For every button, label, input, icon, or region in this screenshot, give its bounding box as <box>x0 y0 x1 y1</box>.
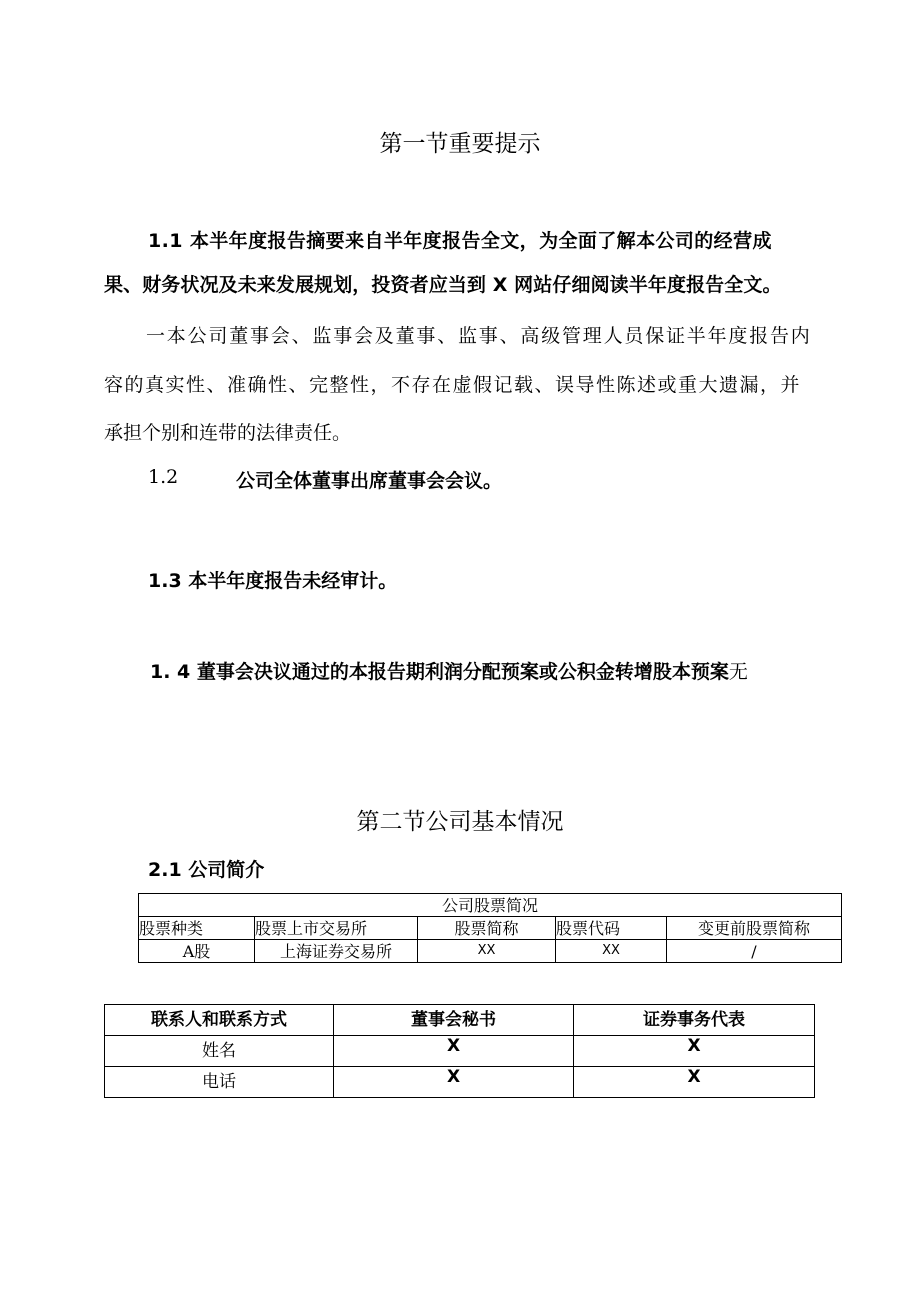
stock-header-short-name: 股票简称 <box>418 917 556 940</box>
subsection-2-1-title: 2.1 公司简介 <box>148 859 265 881</box>
para-board-line3: 承担个别和连带的法律责任。 <box>104 422 352 444</box>
para-1-4-text: 1. 4 董事会决议通过的本报告期利润分配预案或公积金转增股本预案 <box>150 661 729 683</box>
stock-header-former-name: 变更前股票简称 <box>667 917 842 940</box>
stock-header-exchange: 股票上市交易所 <box>255 917 418 940</box>
para-board-line1: 一本公司董事会、监事会及董事、监事、高级管理人员保证半年度报告内 <box>146 325 812 347</box>
para-1-4-value: 无 <box>728 661 748 683</box>
contact-name-representative: X <box>574 1036 815 1067</box>
para-board-line2: 容的真实性、准确性、完整性，不存在虚假记载、误导性陈述或重大遗漏，并 <box>104 374 802 396</box>
para-1-1-line2: 果、财务状况及未来发展规划，投资者应当到 X 网站仔细阅读半年度报告全文。 <box>104 274 782 296</box>
para-1-2-text: 公司全体董事出席董事会会议。 <box>236 470 503 492</box>
stock-cell-code: XX <box>556 940 667 963</box>
section2-title: 第二节公司基本情况 <box>356 809 564 835</box>
contact-phone-secretary: X <box>334 1067 574 1098</box>
para-1-2-number: 1.2 <box>148 466 179 488</box>
contact-header-type: 联系人和联系方式 <box>105 1005 334 1036</box>
stock-cell-type: A股 <box>139 940 255 963</box>
stock-header-code: 股票代码 <box>556 917 667 940</box>
contact-info-table <box>104 1004 815 1098</box>
stock-cell-short-name: XX <box>418 940 556 963</box>
stock-info-table <box>138 893 842 963</box>
stock-header-type: 股票种类 <box>139 917 255 940</box>
para-1-4 <box>150 657 748 684</box>
contact-header-secretary: 董事会秘书 <box>334 1005 574 1036</box>
stock-table-caption: 公司股票简况 <box>139 894 842 917</box>
contact-name-secretary: X <box>334 1036 574 1067</box>
contact-header-representative: 证券事务代表 <box>574 1005 815 1036</box>
stock-cell-exchange: 上海证券交易所 <box>255 940 418 963</box>
contact-row-name-label: 姓名 <box>105 1036 334 1067</box>
contact-phone-representative: X <box>574 1067 815 1098</box>
para-1-3: 1.3 本半年度报告未经审计。 <box>148 570 398 592</box>
section1-title: 第一节重要提示 <box>379 131 541 157</box>
para-1-1-line1: 1.1 本半年度报告摘要来自半年度报告全文，为全面了解本公司的经营成 <box>148 230 772 252</box>
stock-cell-former-name: / <box>667 940 842 963</box>
contact-row-phone-label: 电话 <box>105 1067 334 1098</box>
